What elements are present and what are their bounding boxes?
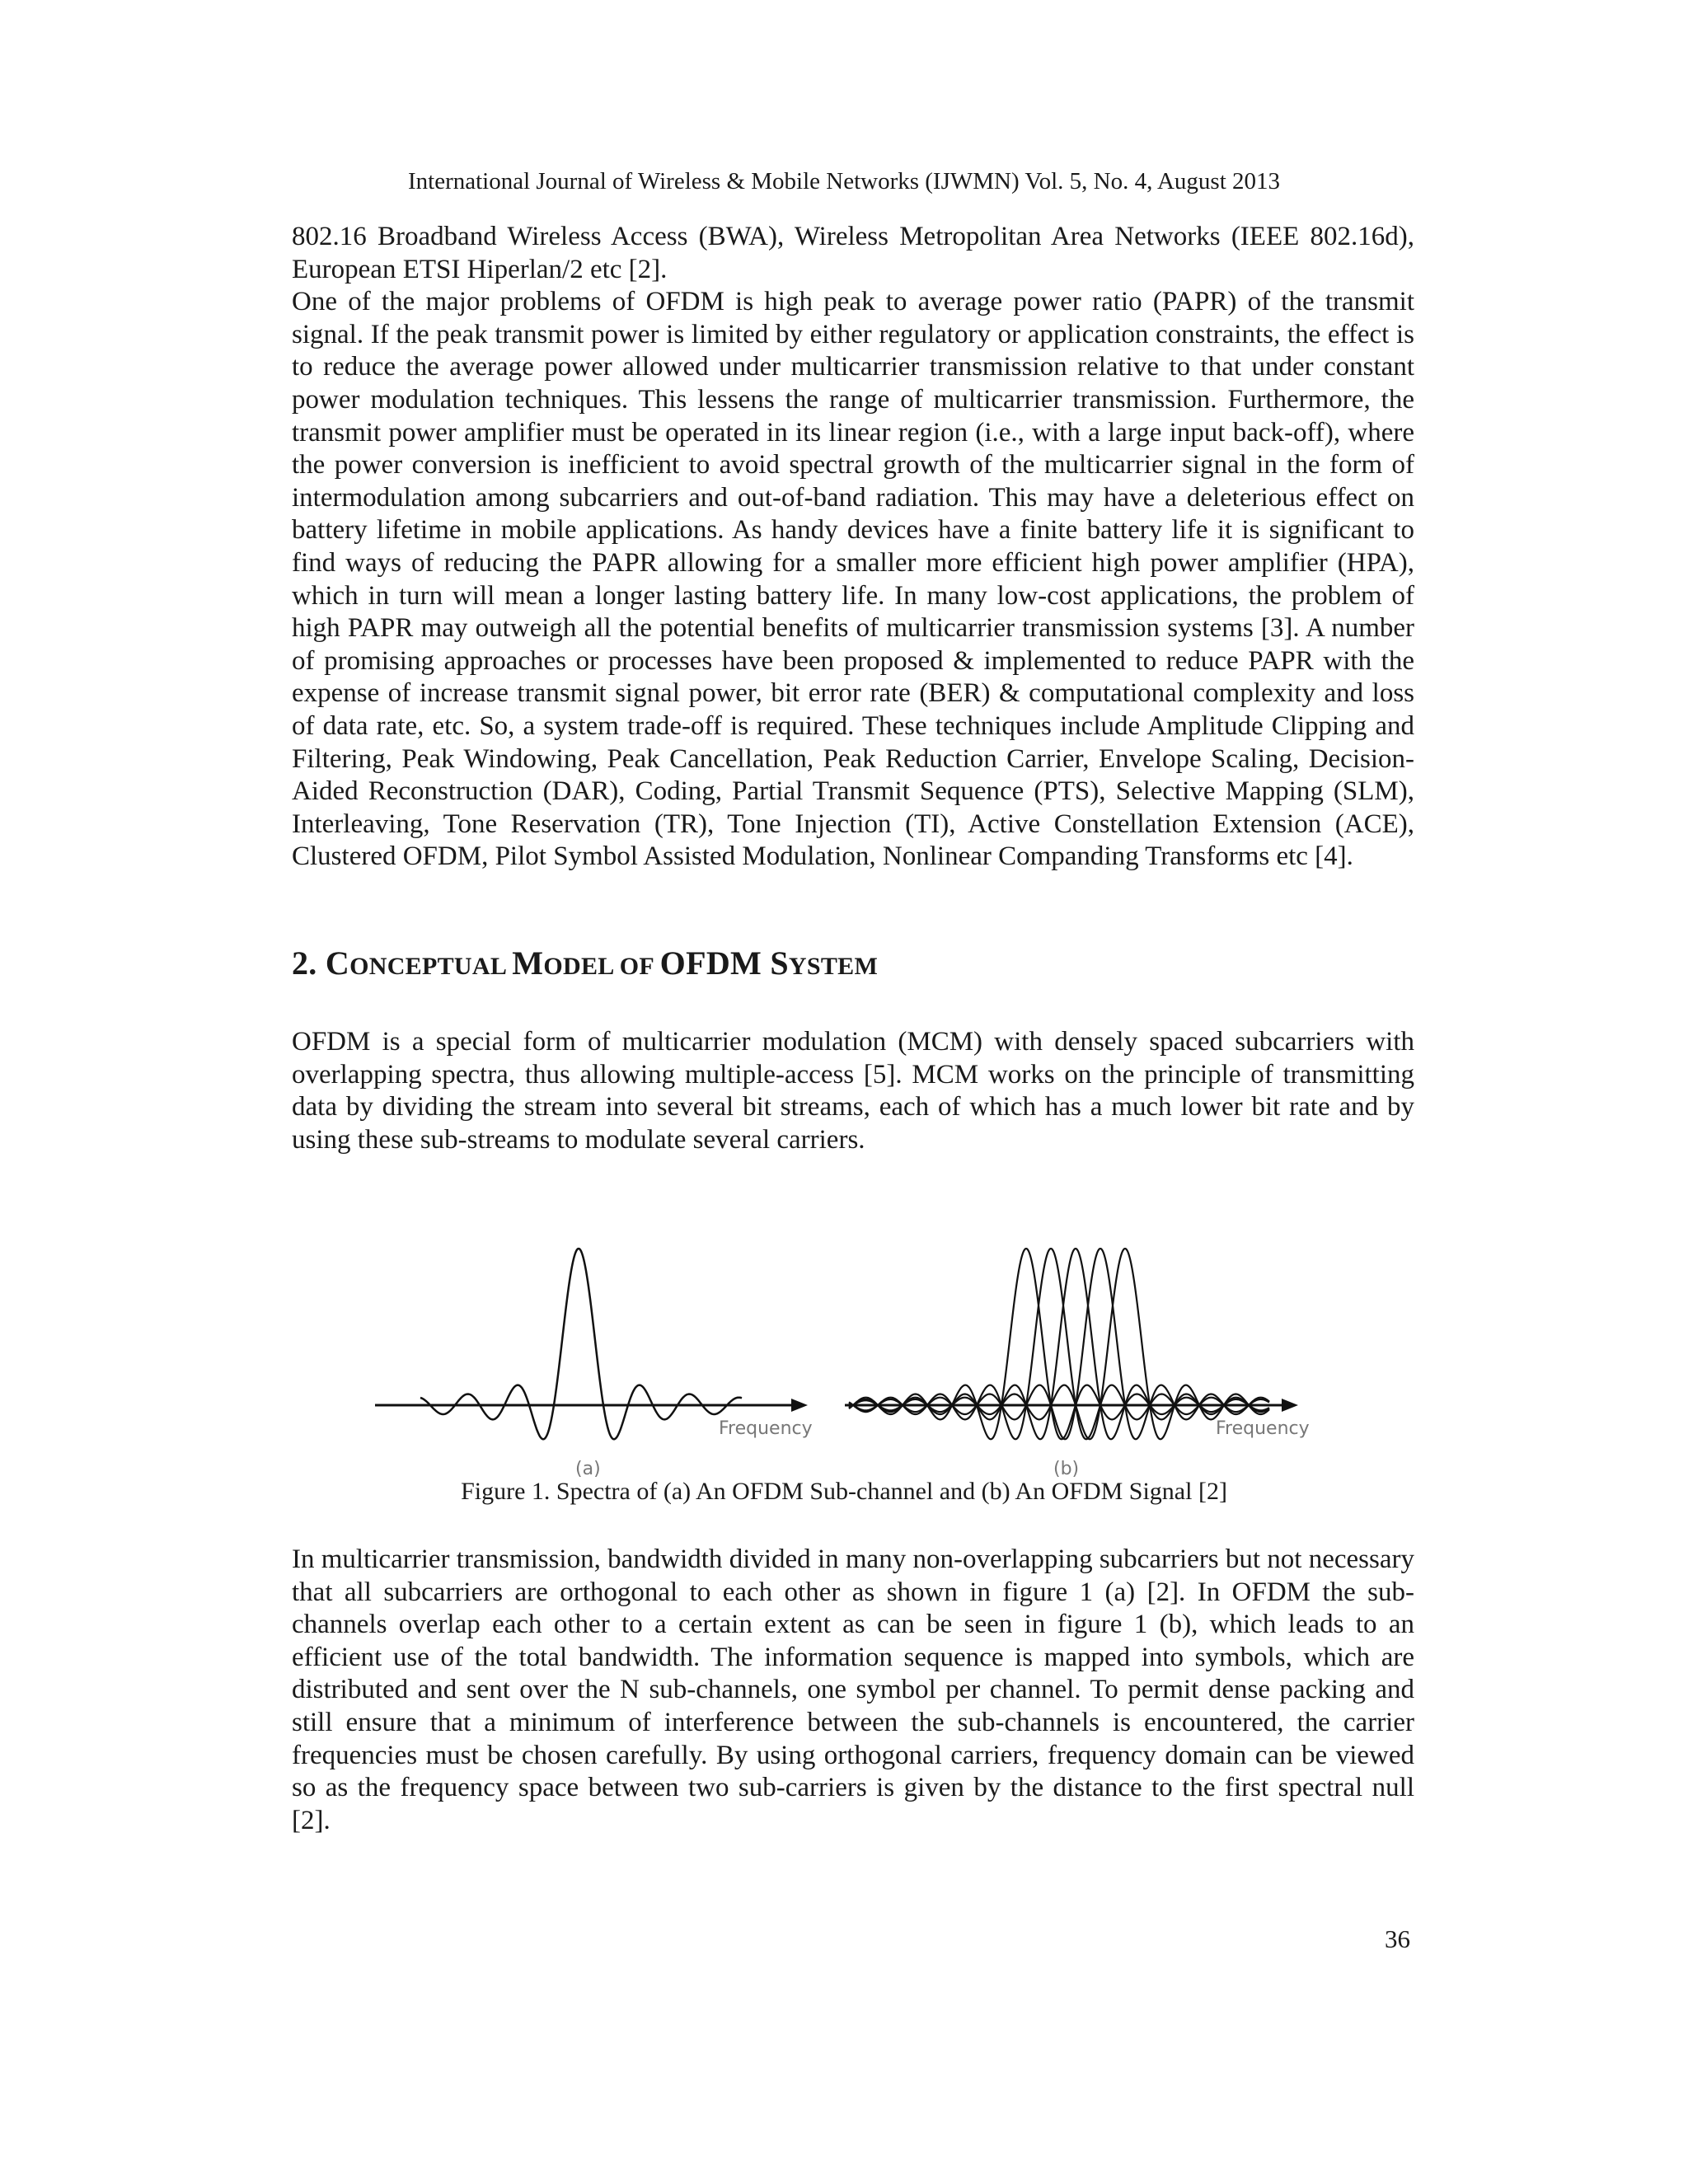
- figure-spectra: [363, 1224, 1327, 1471]
- paragraph-multicarrier: In multicarrier transmission, bandwidth divided in many non-overlapping subcarriers but not necessary that all subcarriers are orthogonal to each other as shown in figure 1 (a) [2]. In OFDM the sub-channels overlap each other to a certain extent as can be seen in figure 1 (b), which leads to an efficient use of the total bandwidth. The information sequence is mapped into symbols, which are distributed and sent over the N sub-channels, one symbol per channel. To permit dense packing and still ensure that a minimum of interference between the sub-channels is encountered, the carrier frequencies must be chosen carefully. By using orthogonal carriers, frequency domain can be viewed so as the frequency space between two sub-carriers is given by the distance to the first spectral null [2].: [292, 1544, 1414, 1835]
- subchannel-curve-a: [420, 1249, 742, 1439]
- frequency-label-a: Frequency: [719, 1418, 813, 1439]
- paragraph-block-top: [292, 221, 1414, 874]
- paragraph-papr: One of the major problems of OFDM is high peak to average power ratio (PAPR) of the transmit signal. If the peak transmit power is limited by either regulatory or application constraints, the effect is to reduce the average power allowed under multicarrier transmission relative to that under constant power modulation techniques. This lessens the range of multicarrier transmission. Furthermore, the transmit power amplifier must be operated in its linear region (i.e., with a large input back-off), where the power conversion is inefficient to avoid spectral growth of the multicarrier signal in the form of intermodulation among subcarriers and out-of-band radiation. This may have a deleterious effect on battery lifetime in mobile applications. As handy devices have a finite battery life it is significant to find ways of reducing the PAPR allowing for a smaller more efficient high power amplifier (HPA), which in turn will mean a longer lasting battery life. In many low-cost applications, the problem of high PAPR may outweigh all the potential benefits of multicarrier transmission systems [3]. A number of promising approaches or processes have been proposed & implemented to reduce PAPR with the expense of increase transmit signal power, bit error rate (BER) & computational complexity and loss of data rate, etc. So, a system trade-off is required. These techniques include Amplitude Clipping and Filtering, Peak Windowing, Peak Cancellation, Peak Reduction Carrier, Envelope Scaling, Decision-Aided Reconstruction (DAR), Coding, Partial Transmit Sequence (PTS), Selective Mapping (SLM), Interleaving, Tone Reservation (TR), Tone Injection (TI), Active Constellation Extension (ACE), Clustered OFDM, Pilot Symbol Assisted Modulation, Nonlinear Companding Transforms etc [4].: [292, 287, 1414, 872]
- figure-caption: Figure 1. Spectra of (a) An OFDM Sub-channel and (b) An OFDM Signal [2]: [461, 1478, 1227, 1505]
- sublabel-b: (b): [1053, 1459, 1080, 1479]
- axis-a-arrow: [791, 1399, 808, 1412]
- spectra-figure-svg: [363, 1224, 1327, 1471]
- page-number: 36: [1385, 1924, 1410, 1953]
- section-heading: 2. CONCEPTUAL MODEL OF OFDM SYSTEM: [292, 944, 879, 982]
- paragraph-continuation: 802.16 Broadband Wireless Access (BWA), Wireless Metropolitan Area Networks (IEEE 802.16d), European ETSI Hiperlan/2 etc [2].: [292, 222, 1414, 284]
- sublabel-a: (a): [575, 1459, 601, 1479]
- subcarrier-curves-b: [849, 1249, 1269, 1439]
- paragraph-ofdm-intro: OFDM is a special form of multicarrier modulation (MCM) with densely spaced subcarriers with overlapping spectra, thus allowing multiple-access [5]. MCM works on the principle of transmitting data by dividing the stream into several bit streams, each of which has a much lower bit rate and by using these sub-streams to modulate several carriers.: [292, 1027, 1414, 1155]
- running-header: International Journal of Wireless & Mobile Networks (IJWMN) Vol. 5, No. 4, August 2013: [407, 168, 1281, 194]
- frequency-label-b: Frequency: [1216, 1418, 1310, 1439]
- axis-b-arrow: [1282, 1399, 1298, 1412]
